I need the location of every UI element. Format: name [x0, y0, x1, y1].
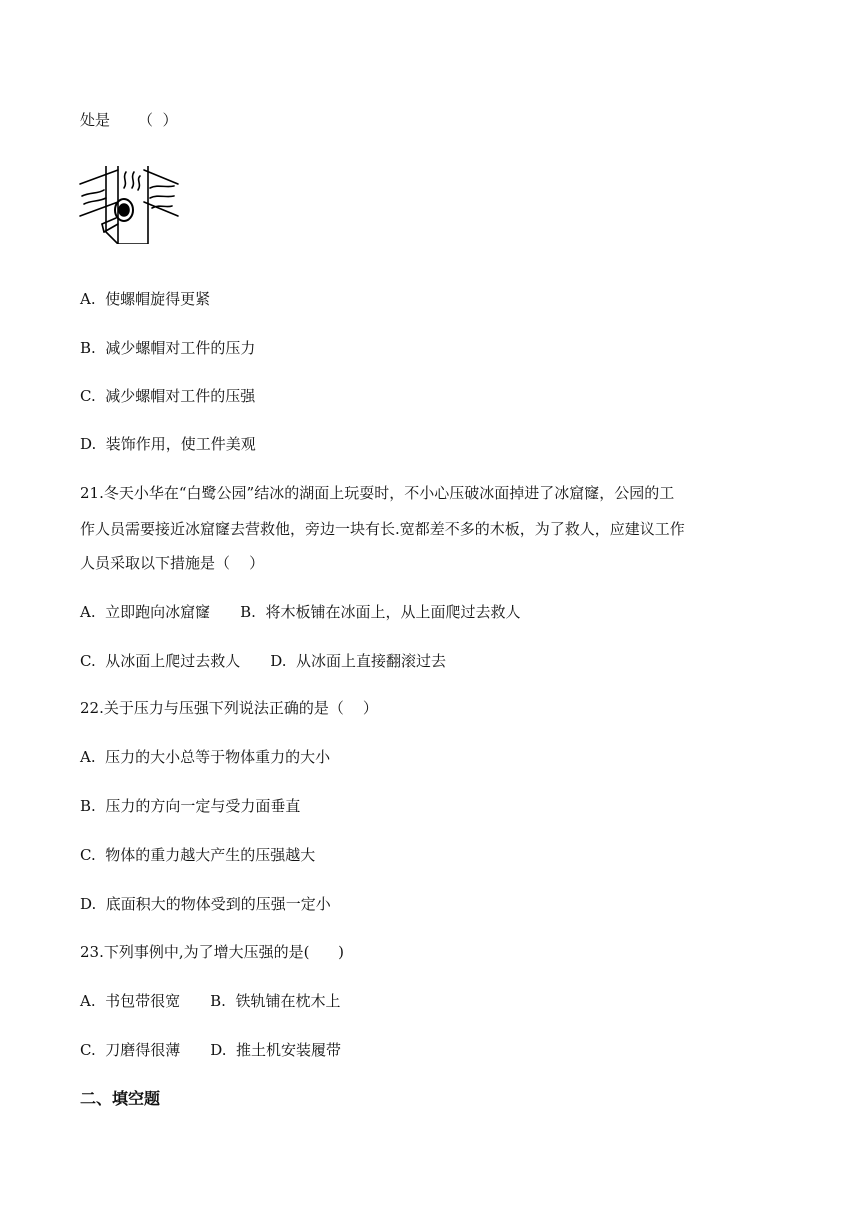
q21-stem-line2: 作人员需要接近冰窟窿去营救他，旁边一块有长.宽都差不多的木板，为了救人，应建议工作 — [80, 520, 685, 538]
q23-option-c: C. 刀磨得很薄 — [80, 1041, 181, 1059]
q23-option-d: D. 推土机安装履带 — [210, 1041, 342, 1059]
q20-tail-text: 处是 — [80, 111, 111, 129]
q23-option-b: B. 铁轨铺在枕木上 — [210, 992, 341, 1010]
q21-stem-line1: 21.冬天小华在“白鹭公园”结冰的湖面上玩耍时，不小心压破冰面掉进了冰窟窿，公园的工 — [80, 484, 675, 502]
q22-option-a: A. 压力的大小总等于物体重力的大小 — [80, 748, 331, 766]
q23-options-row1 — [80, 991, 340, 1011]
q23-options-row2 — [80, 1040, 341, 1060]
q20-option-b: B. 减少螺帽对工件的压力 — [80, 339, 256, 357]
q23-option-a: A. 书包带很宽 — [80, 992, 181, 1010]
q22-option-d: D. 底面积大的物体受到的压强一定小 — [80, 895, 331, 913]
q20-option-d: D. 装饰作用，使工件美观 — [80, 435, 256, 453]
q22-option-c: C. 物体的重力越大产生的压强越大 — [80, 846, 316, 864]
q20-stem-tail — [80, 110, 178, 130]
q23-stem: 23.下列事例中,为了增大压强的是( ) — [80, 943, 344, 961]
q21-option-a: A. 立即跑向冰窟窿 — [80, 603, 211, 621]
q20-answer-bracket: （ ） — [138, 111, 178, 129]
q21-options-row1 — [80, 602, 520, 622]
q22-stem: 22.关于压力与压强下列说法正确的是（ ） — [80, 699, 378, 717]
q20-option-a: A. 使螺帽旋得更紧 — [80, 290, 211, 308]
section-heading: 二、填空题 — [80, 1089, 161, 1108]
q21-option-b: B. 将木板铺在冰面上，从上面爬过去救人 — [240, 603, 521, 621]
q21-option-d: D. 从冰面上直接翻滚过去 — [270, 652, 447, 670]
q21-option-c: C. 从冰面上爬过去救人 — [80, 652, 241, 670]
bolt-washer-figure — [78, 166, 180, 244]
q21-stem-line3: 人员采取以下措施是（ ） — [80, 554, 265, 572]
q21-options-row2 — [80, 651, 446, 671]
q22-option-b: B. 压力的方向一定与受力面垂直 — [80, 797, 301, 815]
q20-option-c: C. 减少螺帽对工件的压强 — [80, 387, 256, 405]
